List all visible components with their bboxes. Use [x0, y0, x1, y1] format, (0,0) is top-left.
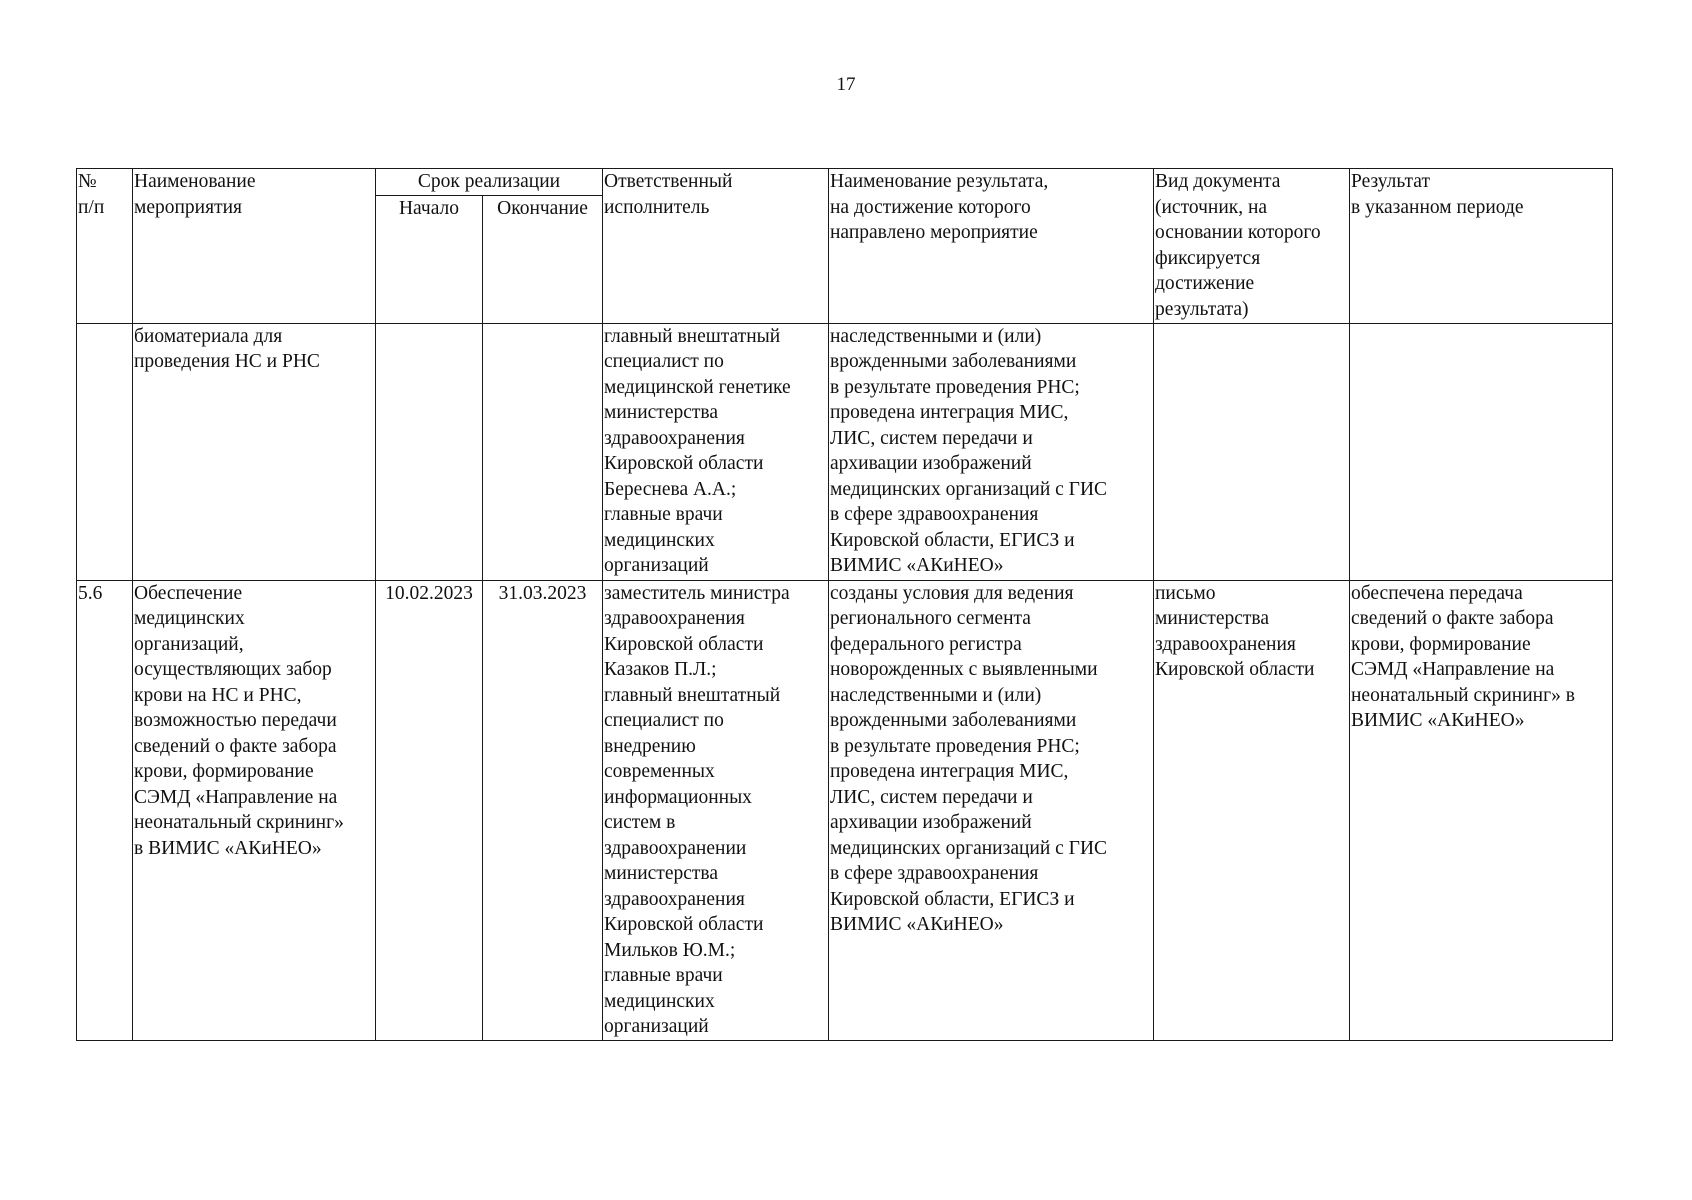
cell-num: 5.6	[77, 580, 133, 1040]
cell-period-result	[1350, 323, 1613, 580]
header-result-name: Наименование результата, на достижение которого направлено мероприятие	[829, 169, 1154, 324]
cell-num	[77, 323, 133, 580]
header-period-group: Срок реализации	[376, 169, 603, 196]
cell-responsible: главный внештатный специалист по медицинской генетике министерства здравоохранения Кировской области Береснева А.А.; главные врачи медицинских организаций	[603, 323, 829, 580]
table-row	[77, 323, 1613, 580]
cell-event-name: Обеспечение медицинских организаций, осуществляющих забор крови на НС и РНС, возможностью передачи сведений о факте забора крови, формирование СЭМД «Направление на неонатальный скрининг» в ВИМИС «АКиНЕО»	[133, 580, 376, 1040]
table-row	[77, 580, 1613, 1040]
cell-doc-type	[1154, 323, 1350, 580]
cell-period-result: обеспечена передача сведений о факте забора крови, формирование СЭМД «Направление на неонатальный скрининг» в ВИМИС «АКиНЕО»	[1350, 580, 1613, 1040]
header-event-name: Наименование мероприятия	[133, 169, 376, 324]
cell-event-name: биоматериала для проведения НС и РНС	[133, 323, 376, 580]
header-num: № п/п	[77, 169, 133, 324]
cell-result-name: наследственными и (или) врожденными заболеваниями в результате проведения РНС; проведена интеграция МИС, ЛИС, систем передачи и архивации изображений медицинских организаций с ГИС в сфере здравоохранения Кировской области, ЕГИСЗ и ВИМИС «АКиНЕО»	[829, 323, 1154, 580]
header-row	[77, 169, 1613, 196]
cell-result-name: созданы условия для ведения регионального сегмента федерального регистра новорожденных с выявленными наследственными и (или) врожденными заболеваниями в результате проведения РНС; проведена интеграция МИС, ЛИС, систем передачи и архивации изображений медицинских организаций с ГИС в сфере здравоохранения Кировской области, ЕГИСЗ и ВИМИС «АКиНЕО»	[829, 580, 1154, 1040]
cell-end: 31.03.2023	[483, 580, 603, 1040]
header-period-result: Результат в указанном периоде	[1350, 169, 1613, 324]
cell-doc-type: письмо министерства здравоохранения Кировской области	[1154, 580, 1350, 1040]
plan-table	[76, 168, 1613, 1041]
cell-responsible: заместитель министра здравоохранения Кировской области Казаков П.Л.; главный внештатный специалист по внедрению современных информационных систем в здравоохранении министерства здравоохранения Кировской области Мильков Ю.М.; главные врачи медицинских организаций	[603, 580, 829, 1040]
header-end: Окончание	[483, 195, 603, 323]
cell-start: 10.02.2023	[376, 580, 483, 1040]
page-number: 17	[836, 74, 856, 95]
header-doc-type: Вид документа (источник, на основании которого фиксируется достижение результата)	[1154, 169, 1350, 324]
header-start: Начало	[376, 195, 483, 323]
cell-end	[483, 323, 603, 580]
cell-start	[376, 323, 483, 580]
header-responsible: Ответственный исполнитель	[603, 169, 829, 324]
